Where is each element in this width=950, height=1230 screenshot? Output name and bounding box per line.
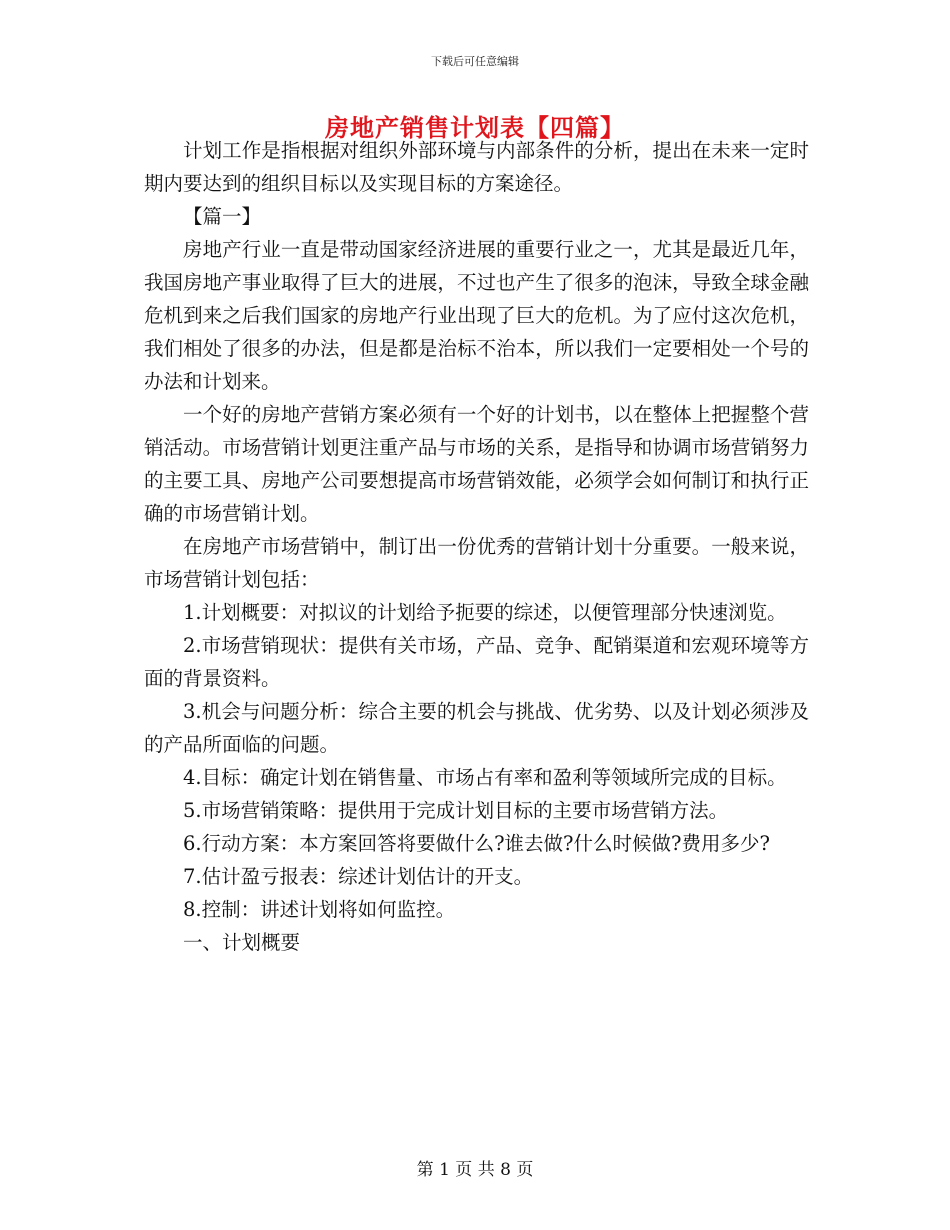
section-heading-part-one: 【篇一】 (183, 205, 262, 228)
list-item: 5.市场营销策略：提供用于完成计划目标的主要市场营销方法。 (183, 799, 729, 822)
document-body (144, 134, 809, 959)
list-item: 2.市场营销现状：提供有关市场，产品、竞争、配销渠道和宏观环境等方面的背景资料。 (144, 634, 809, 690)
list-item: 8.控制：讲述计划将如何监控。 (183, 898, 456, 921)
paragraph-intro: 计划工作是指根据对组织外部环境与内部条件的分析，提出在未来一定时期内要达到的组织目标以及实现目标的方案途径。 (144, 139, 809, 195)
list-item: 1.计划概要：对拟议的计划给予扼要的综述，以便管理部分快速浏览。 (183, 601, 787, 624)
list-item: 4.目标：确定计划在销售量、市场占有率和盈利等领域所完成的目标。 (183, 766, 787, 789)
document-title: 房地产销售计划表【四篇】 (325, 113, 625, 142)
list-item: 6.行动方案：本方案回答将要做什么?谁去做?什么时候做?费用多少? (183, 832, 770, 855)
page-header: 下载后可任意编辑 (431, 55, 519, 68)
paragraph: 房地产行业一直是带动国家经济进展的重要行业之一，尤其是最近几年，我国房地产事业取得了巨大的进展，不过也产生了很多的泡沫，导致全球金融危机到来之后我们国家的房地产行业出现了巨大的危机。为了应付这次危机，我们相处了很多的办法，但是都是治标不治本，所以我们一定要相处一个号的办法和计划来。 (144, 238, 809, 393)
list-item: 7.估计盈亏报表：综述计划估计的开支。 (183, 865, 534, 888)
section-heading: 一、计划概要 (183, 931, 301, 954)
page-footer: 第 1 页 共 8 页 (416, 1160, 534, 1180)
paragraph: 一个好的房地产营销方案必须有一个好的计划书，以在整体上把握整个营销活动。市场营销计划更注重产品与市场的关系，是指导和协调市场营销努力的主要工具、房地产公司要想提高市场营销效能，必须学会如何制订和执行正确的市场营销计划。 (144, 403, 809, 525)
list-item: 3.机会与问题分析：综合主要的机会与挑战、优劣势、以及计划必须涉及的产品所面临的问题。 (144, 700, 809, 756)
paragraph: 在房地产市场营销中，制订出一份优秀的营销计划十分重要。一般来说，市场营销计划包括： (144, 535, 809, 591)
